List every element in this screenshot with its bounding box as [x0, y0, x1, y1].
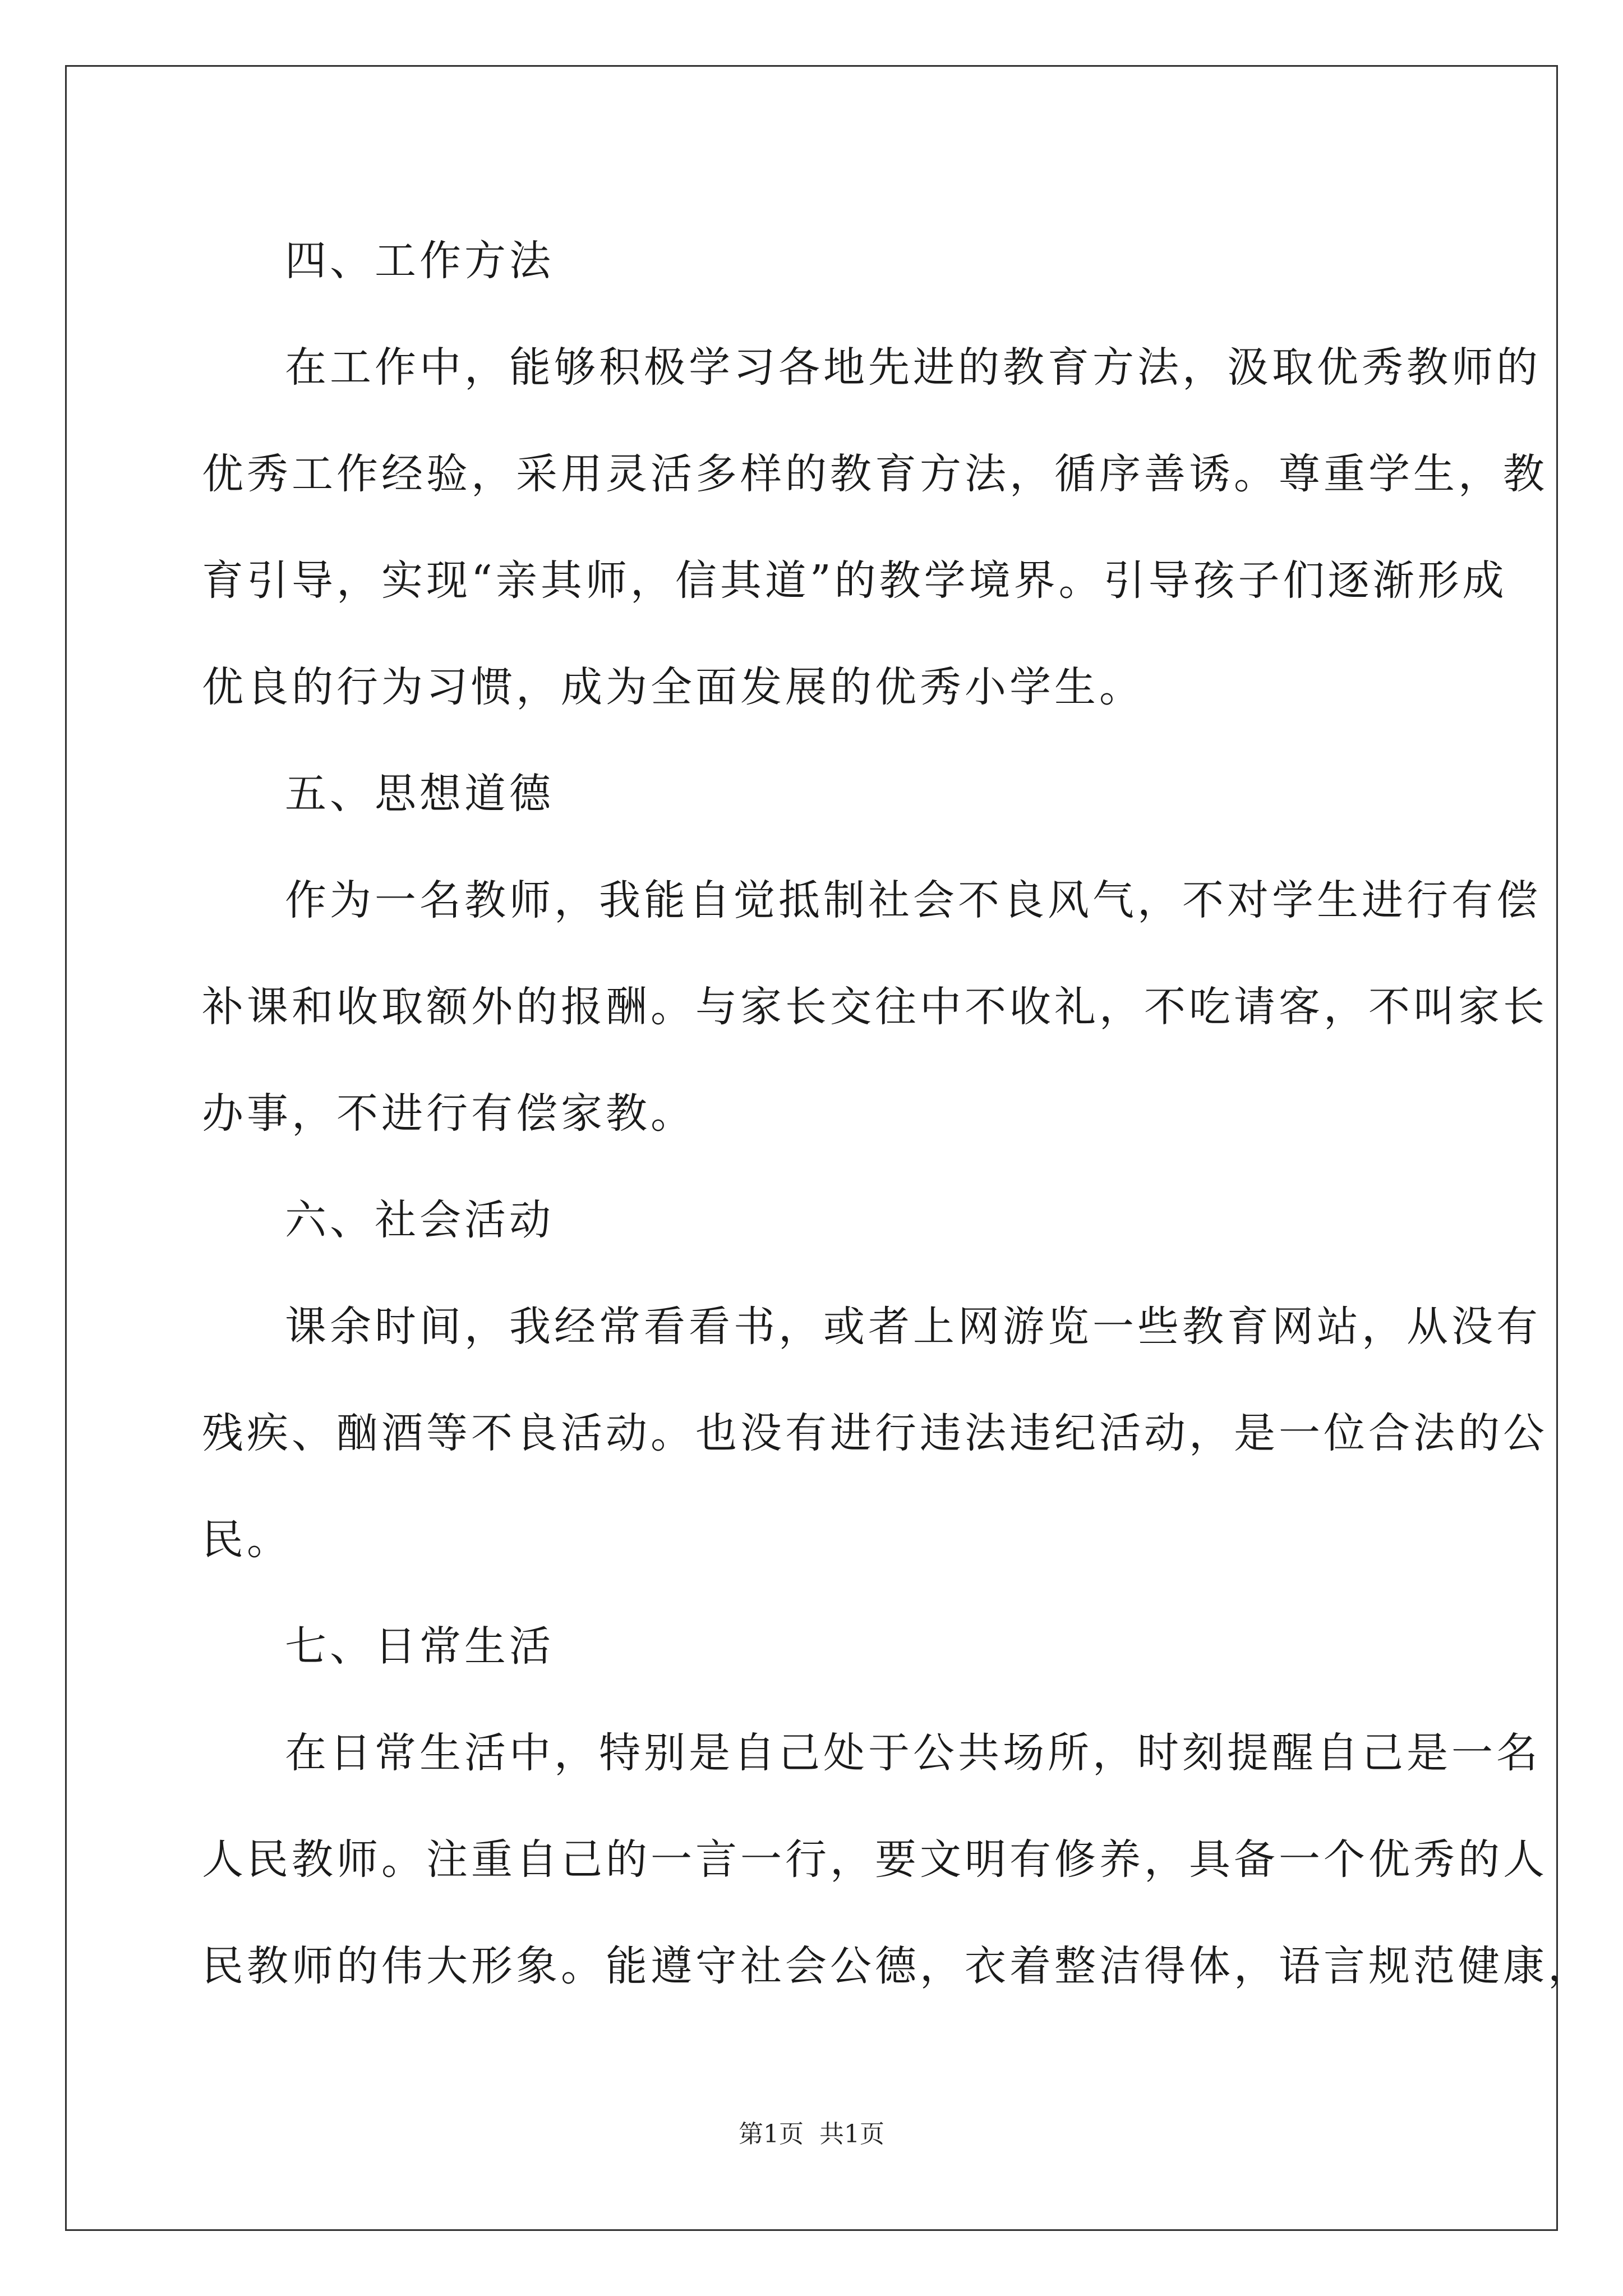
paragraph-line: 优良的行为习惯，成为全面发展的优秀小学生。: [202, 663, 1144, 711]
section-heading: 六、社会活动: [285, 1196, 554, 1244]
page-number-current: 第1页: [739, 2120, 804, 2148]
document-body: [202, 208, 1593, 2019]
page-number-total: 共1页: [819, 2120, 884, 2148]
paragraph-line: 育引导，实现“亲其师，信其道”的教学境界。引导孩子们逐渐形成: [202, 556, 1507, 605]
paragraph-line: 人民教师。注重自己的一言一行，要文明有修养，具备一个优秀的人: [202, 1835, 1548, 1884]
paragraph-line: 残疾、酗酒等不良活动。也没有进行违法违纪活动，是一位合法的公: [202, 1409, 1548, 1457]
paragraph-line: 在工作中，能够积极学习各地先进的教育方法，汲取优秀教师的: [285, 343, 1541, 392]
paragraph-line: 民教师的伟大形象。能遵守社会公德，衣着整洁得体，语言规范健康，: [202, 1942, 1593, 1990]
paragraph-line: 课余时间，我经常看看书，或者上网游览一些教育网站，从没有: [285, 1303, 1541, 1351]
section-heading: 四、工作方法: [285, 237, 554, 285]
section-heading: 七、日常生活: [285, 1622, 554, 1671]
paragraph-line: 优秀工作经验，采用灵活多样的教育方法，循序善诱。尊重学生，教: [202, 450, 1548, 498]
paragraph-line: 办事，不进行有偿家教。: [202, 1089, 695, 1138]
paragraph-line: 作为一名教师，我能自觉抵制社会不良风气，不对学生进行有偿: [285, 876, 1541, 924]
paragraph-line: 民。: [202, 1516, 292, 1564]
page-footer: [0, 2118, 1623, 2151]
paragraph-line: 补课和收取额外的报酬。与家长交往中不收礼，不吃请客，不叫家长: [202, 983, 1548, 1031]
section-heading: 五、思想道德: [285, 770, 554, 818]
paragraph-line: 在日常生活中，特别是自己处于公共场所，时刻提醒自己是一名: [285, 1729, 1541, 1777]
